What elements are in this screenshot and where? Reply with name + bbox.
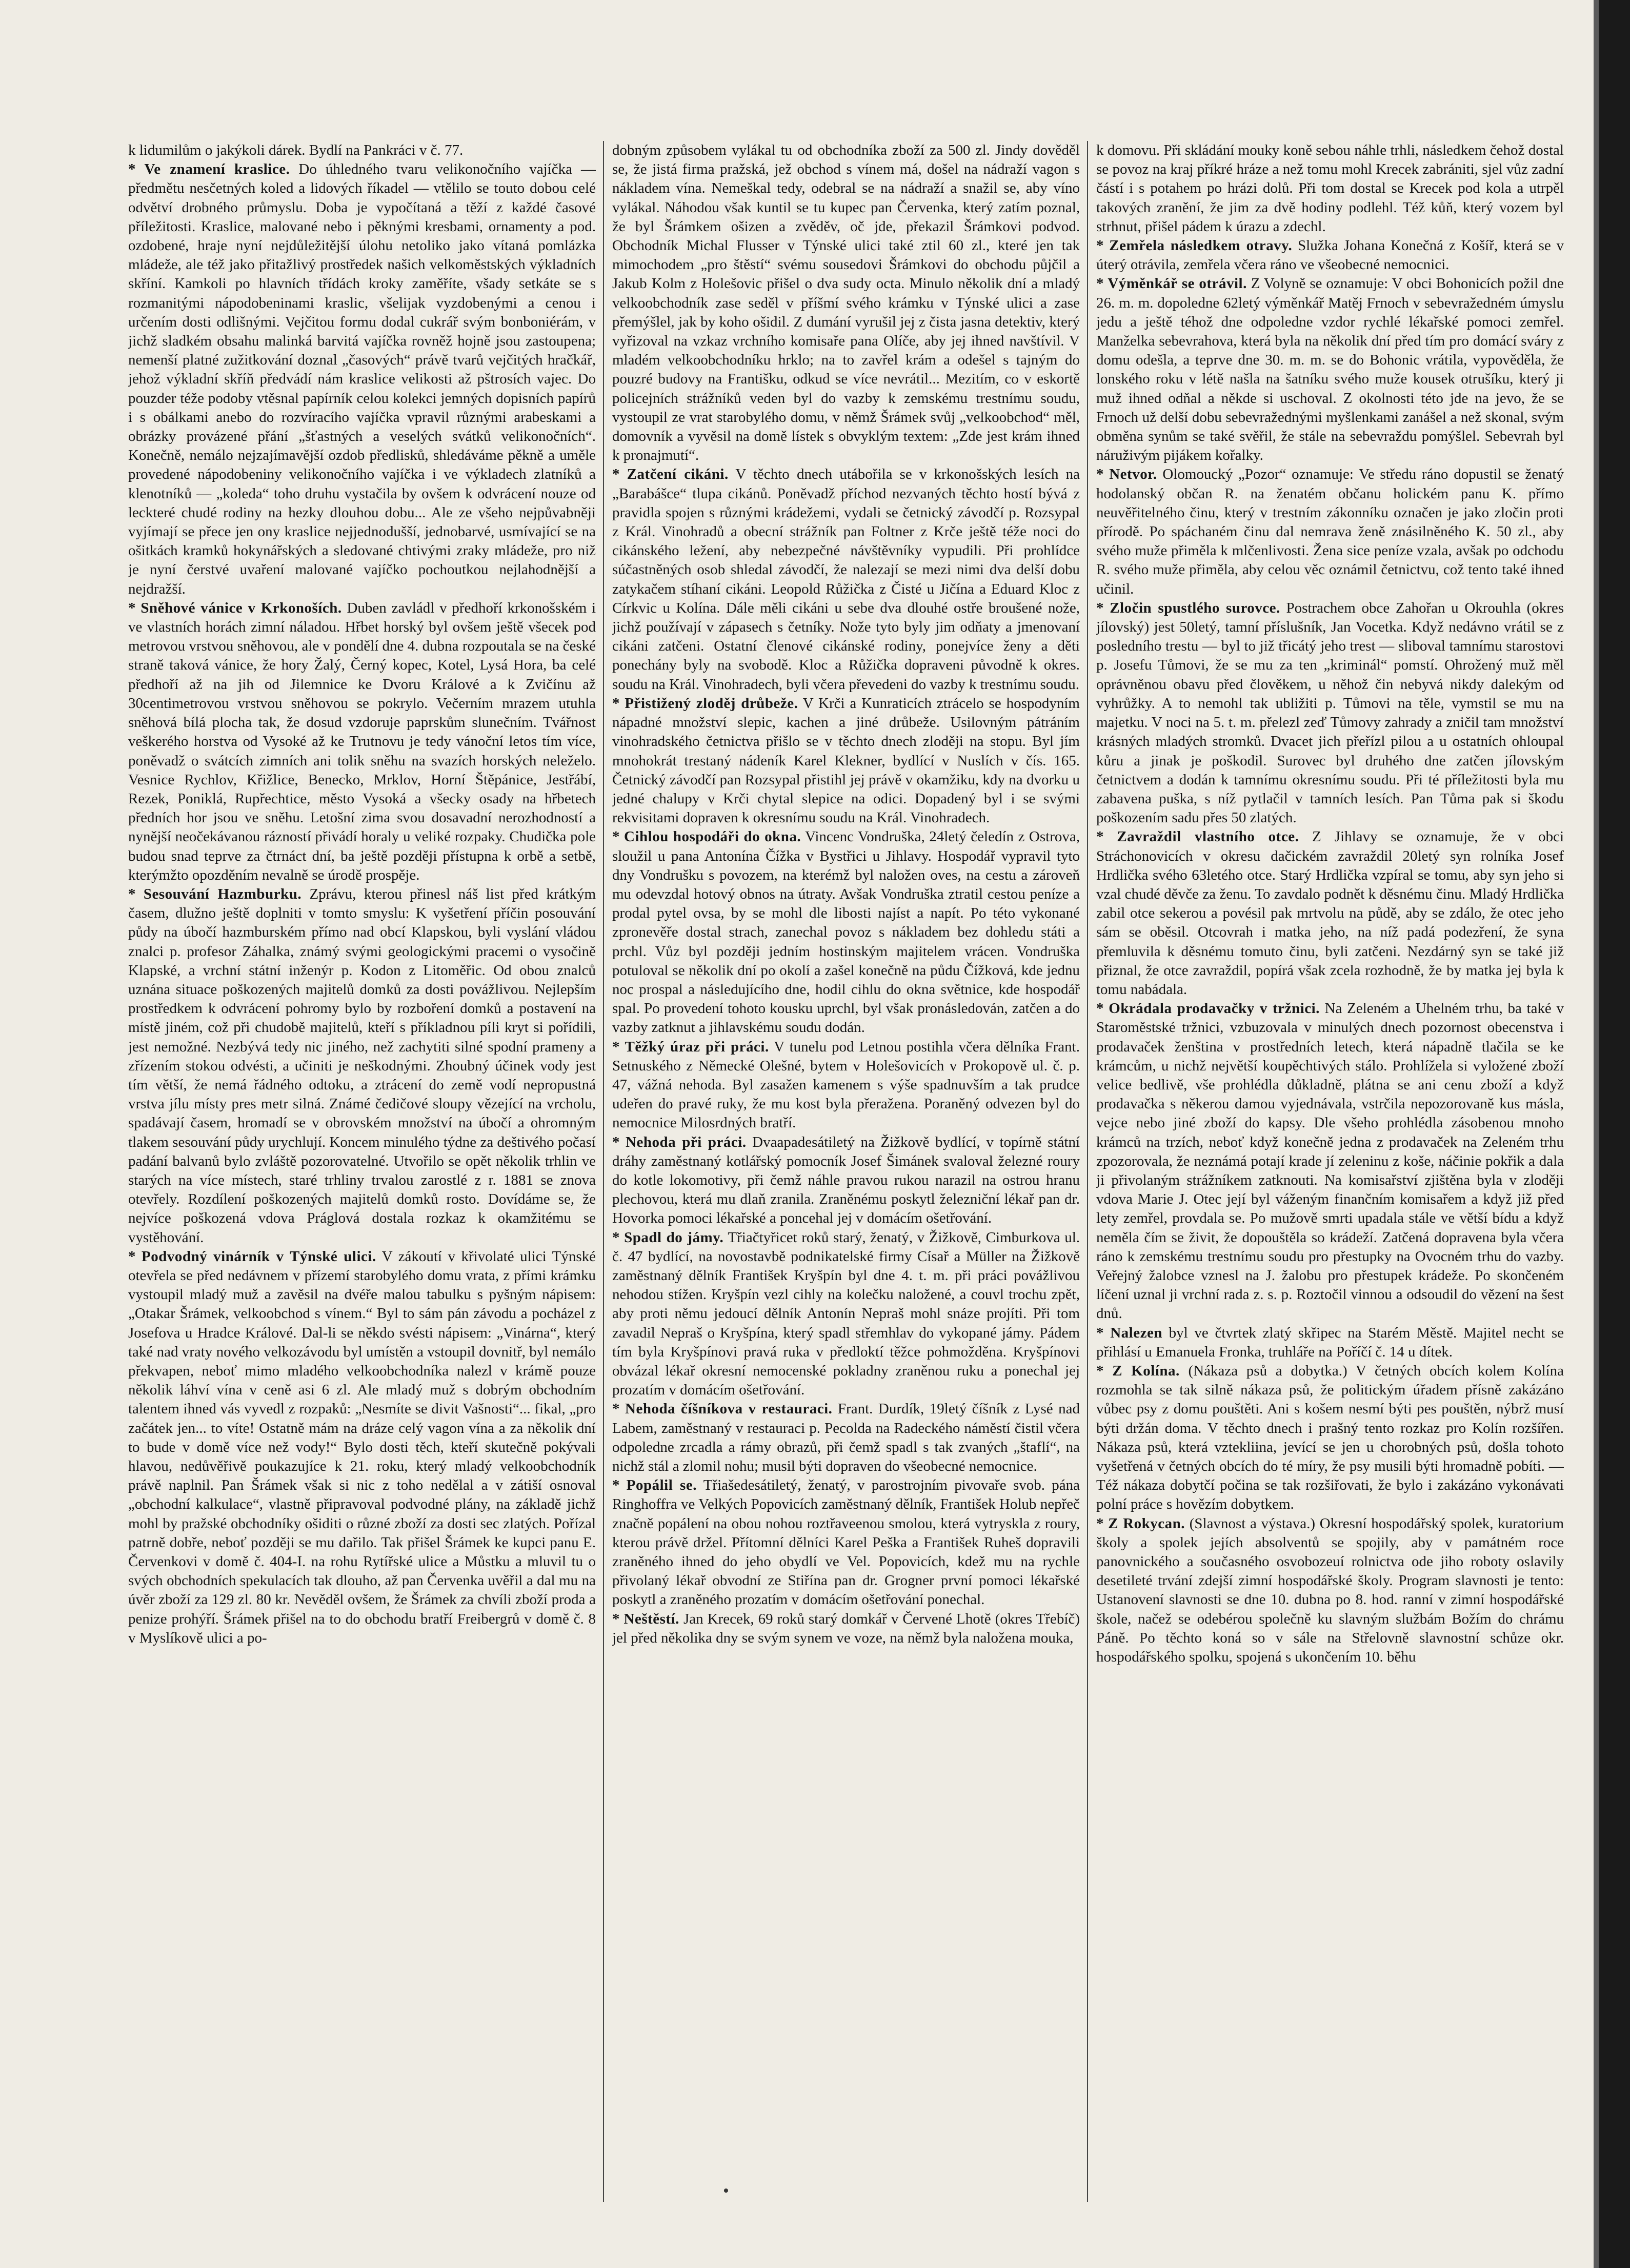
article-paragraph: * Sesouvání Hazmburku. Zprávu, kterou přinesl náš list před krátkým časem, dlužno ještě doplniti v tomto smyslu: K vyšetření příčin posouvání půdy na úbočí hazmburském přímo nad obcí Klapskou, byli vyslání vládou znalci p. profesor Záhalka, známý svými geologickými pracemi o vysočině Klapské, a vrchní státní inženýr p. Kodon z Litoměřic. Od obou znalců uznána situace poškozených majitelů domků za dosti povážlivou. Nejlepším prostředkem k odvrácení pohromy bylo by rozboření domků a postavení na místě jiném, což při chudobě majitelů, kteří s příkladnou píli kryt si pořídili, jest nemožné. Nezbývá tedy nic jiného, než zachytiti silné spodní prameny a zřízením stokou odvésti, a učiniti je neškodnými. Zhoubný účinek vody jest tím větší, že nemá řádného odtoku, a ztrácení do země vodí nepropustná vrstva jílu místy pres metr silná. Známé čedičové sloupy vězející na vrcholu, spadávají časem, hromadí se v obrovském množství na úbočí a ohromným tlakem sesouvání půdy urychlují. Koncem minulého týdne za deštivého počasí padání balvanů bylo zvláště pozorovatelné. Utvořilo se opět několik trhlin ve starých na více místech, staré trhliny trvalou zarostlé z r. 1881 se znova otevřely. Rozdílení poškozených majitelů domků rosto. Dovídáme se, že nejvíce poškozená vdova Práglová dostala rozkaz k okamžitému se vystěhování.: [128, 885, 596, 1246]
article-headline: Okrádala prodavačky v tržnici.: [1109, 1000, 1320, 1017]
article-headline: Popálil se.: [626, 1477, 697, 1494]
article-headline: Z Rokycan.: [1108, 1515, 1185, 1532]
article-text: Zprávu, kterou přinesl náš list před krátkým časem, dlužno ještě doplniti v tomto smyslu: K vyšetření příčin posouvání půdy na úbočí hazmburském přímo nad obcí Klapskou, byli vyslání vládou znalci p. profesor Záhalka, známý svými geologickými pracemi o vysočině Klapské, a vrchní státní inženýr p. Kodon z Litoměřic. Od obou znalců uznána situace poškozených majitelů domků za dosti povážlivou. Nejlepším prostředkem k odvrácení pohromy bylo by rozboření domků a postavení na místě jiném, což při chudobě majitelů, kteří s příkladnou píli kryt si pořídili, jest nemožné. Nezbývá tedy nic jiného, než zachytiti silné spodní prameny a zřízením stokou odvésti, a učiniti je neškodnými. Zhoubný účinek vody jest tím větší, že nemá řádného odtoku, a ztrácení do země vodí nepropustná vrstva jílu místy pres metr silná. Známé čedičové sloupy vězející na vrcholu, spadávají časem, hromadí se v obrovském množství na úbočí a ohromným tlakem sesouvání půdy urychlují. Koncem minulého týdne za deštivého počasí padání balvanů bylo zvláště pozorovatelné. Utvořilo se opět několik trhlin ve starých na více místech, staré trhliny trvalou zarostlé z r. 1881 se znova otevřely. Rozdílení poškozených majitelů domků rosto. Dovídáme se, že nejvíce poškozená vdova Práglová dostala rozkaz k okamžitému se vystěhování.: [128, 885, 596, 1246]
article-paragraph: * Podvodný vinárník v Týnské ulici. V zákoutí v křivolaté ulici Týnské otevřela se před nedávnem v přízemí starobylého domu vrata, z přími krámku vystoupil mladý muž a zavěsil na dvéře malou tabulku s pyšným nápisem: „Otakar Šrámek, velkoobchod s vínem.“ Byl to sám pán závodu a pocházel z Josefova u Hradce Králové. Dal-li se někdo svésti nápisem: „Vinárna“, který také nad vraty nového velkozávodu byl umístěn a vstoupil dovnitř, byl nemálo překvapen, neboť mimo mladého velkoobchodníka nalezl v krámě pouze několik láhví vína v ceně asi 6 zl. Ale mladý muž s dobrým obchodním talentem ihned vás vyvedl z rozpaků: „Nesmíte se divit Vašnosti“... fikal, „pro začátek jen... to víte! Ostatně mám na dráze celý vagon vína a za několik dní to bude v domě více než vody!“ Bylo dosti těch, kteří skutečně pokývali hlavou, nedůvěřivě poukazujíce k 21. roku, který mladý velkoobchodník právě naplnil. Pan Šrámek však si nic z toho nedělal a v zátiší osnoval „obchodní kalkulace“, vlastně připravoval podvodné plány, na základě jichž mohl by pražské obchodníky ošiditi o různé zboží za dosti sec zlatých. Pořízal patrně dobře, neboť později se mu dařilo. Tak přišel Šrámek ke kupci panu E. Červenkovi v domě č. 404-I. na rohu Rytířské ulice a Můstku a mluvil tu o svých obchodních spekulacích tak dlouho, až pan Červenka uvěřil a dal mu na úvěr zboží za 129 zl. 80 kr. Nevěděl ovšem, že Šrámek za chvíli zboží proda a penize prohýří. Šrámek přišel na to do obchodu bratří Freibergrů v domě č. 8 v Myslíkově ulici a po-: [128, 1248, 596, 1646]
article-text: V Krči a Kunraticích ztrácelo se hospodyním nápadné množství slepic, kachen a jiné drůbeže. Usilovným pátráním vinohradského četnictva přišlo se v těchto dnech zloději na stopu. Byl jím mnohokrát trestaný nádeník Karel Klekner, bydlící v Nuslích v čís. 165. Četnický závodčí pan Rozsypal přistihl jej právě v okamžiku, kdy na dvorku u jedné chalupy v Krči chytal slepice na odici. Dopadený byl i se svými rekvisitami dopraven k okresnímu soudu na Král. Vinohradech.: [612, 695, 1080, 826]
article-text: byl ve čtvrtek zlatý skřipec na Starém Městě. Majitel necht se přihlásí u Emanuela Fronka, truhláře na Poříčí č. 14 u dítek.: [1096, 1324, 1564, 1360]
article-paragraph: * Zavraždil vlastního otce. Z Jihlavy se oznamuje, že v obci Stráchonovicích v okresu dačickém zavraždil 20letý syn rolníka Josef Hrdlička svého 63letého otce. Starý Hrdlička vzpíral se tomu, aby syn jeho si vzal chudé děvče za ženu. To zavdalo podnět k děsnému činu. Mladý Hrdlička zabil otce sekerou a povésil pak mrtvolu na půdě, aby se zdálo, že otec jeho sám se oběsil. Otcovrah i matka jeho, na níž padá podezření, že syna přemluvila k děsnému tomuto činu, byli zatčeni. Nezdárný syn se také již přiznal, že otce zavraždil, popírá však zcela rozhodně, že by matka jej byla k tomu nabádala.: [1096, 828, 1564, 998]
article-paragraph: * Nalezen byl ve čtvrtek zlatý skřipec na Starém Městě. Majitel necht se přihlásí u Emanuela Fronka, truhláře na Poříčí č. 14 u dítek.: [1096, 1324, 1564, 1360]
article-text: Jan Krecek, 69 roků starý domkář v Červené Lhotě (okres Třebíč) jel před několika dny se svým synem ve voze, na němž byla naložena mouka,: [612, 1610, 1080, 1646]
article-paragraph: [612, 141, 1080, 465]
article-paragraph: * Netvor. Olomoucký „Pozor“ oznamuje: Ve středu ráno dopustil se ženatý hodolanský občan R. na ženatém občanu holickém panu K. přímo neuvěřitelného činu, který v trestním zákonníku označen je jako zločin proti přírodě. Po spáchaném činu dal nemrava ženě znásilněného K. 50 zl., aby svého muže přiměla k mlčenlivosti. Žena sice peníze vzala, avšak po odchodu R. svého muže přiměla, aby celou věc oznámil četnictvu, což tento také ihned učinil.: [1096, 466, 1564, 597]
article-text: Olomoucký „Pozor“ oznamuje: Ve středu ráno dopustil se ženatý hodolanský občan R. na ženatém občanu holickém panu K. přímo neuvěřitelného činu, který v trestním zákonníku označen je jako zločin proti přírodě. Po spáchaném činu dal nemrava ženě znásilněného K. 50 zl., aby svého muže přiměla k mlčenlivosti. Žena sice peníze vzala, avšak po odchodu R. svého muže přiměla, aby celou věc oznámil četnictvu, což tento také ihned učinil.: [1096, 466, 1564, 597]
article-text: V zákoutí v křivolaté ulici Týnské otevřela se před nedávnem v přízemí starobylého domu vrata, z přími krámku vystoupil mladý muž a zavěsil na dvéře malou tabulku s pyšným nápisem: „Otakar Šrámek, velkoobchod s vínem.“ Byl to sám pán závodu a pocházel z Josefova u Hradce Králové. Dal-li se někdo svésti nápisem: „Vinárna“, který také nad vraty nového velkozávodu byl umístěn a vstoupil dovnitř, byl nemálo překvapen, neboť mimo mladého velkoobchodníka nalezl v krámě pouze několik láhví vína v ceně asi 6 zl. Ale mladý muž s dobrým obchodním talentem ihned vás vyvedl z rozpaků: „Nesmíte se divit Vašnosti“... fikal, „pro začátek jen... to víte! Ostatně mám na dráze celý vagon vína a za několik dní to bude v domě více než vody!“ Bylo dosti těch, kteří skutečně pokývali hlavou, nedůvěřivě poukazujíce k 21. roku, který mladý velkoobchodník právě naplnil. Pan Šrámek však si nic z toho nedělal a v zátiší osnoval „obchodní kalkulace“, vlastně připravoval podvodné plány, na základě jichž mohl by pražské obchodníky ošiditi o různé zboží za dosti sec zlatých. Pořízal patrně dobře, neboť později se mu dařilo. Tak přišel Šrámek ke kupci panu E. Červenkovi v domě č. 404-I. na rohu Rytířské ulice a Můstku a mluvil tu o svých obchodních spekulacích tak dlouho, až pan Červenka uvěřil a dal mu na úvěr zboží za 129 zl. 80 kr. Nevěděl ovšem, že Šrámek za chvíli zboží proda a penize prohýří. Šrámek přišel na to do obchodu bratří Freibergrů v domě č. 8 v Myslíkově ulici a po-: [128, 1248, 596, 1646]
article-text: (Slavnost a výstava.) Okresní hospodářský spolek, kuratorium školy a spolek jejích absolventů se spojily, aby v památném roce panovnického a současného osvobozeuí rolnictva ode jiho roboty oslavily desetileté trvání zdejší zimní hospodářské školy. Program slavnosti je tento: Ustanovení slavnosti se dne 10. dubna po 8. hod. ranní v zimní hospodářské škole, načež se odebérou společně ku slavným službám Božím do chrámu Páně. Po těchto koná so v sále na Střelovně slavnostní schůze okr. hospodářského spolku, spojená s ukončením 10. běhu: [1096, 1515, 1564, 1666]
article-text: Duben zavládl v předhoří krkonošském i ve vlastních horách zimní náladou. Hřbet horský byl ovšem ještě všecek pod metrovou vrstvou sněhovou, ale v pondělí dne 4. dubna rozpoutala se na české straně taková vánice, že hory Žalý, Černý kopec, Kotel, Lysá Hora, ba celé předhoří až na jih od Jilemnice ke Dvoru Králové a k Zvičínu až 30centimetrovou vrstvou sněhovou se pokrylo. Večerním mrazem utuhla sněhová bílá plocha tak, že dosud vzdoruje paprskům slunečním. Tvářnost veškerého horstva od Vysoké až ke Trutnovu je tedy vánoční letos tím více, poněvadž o svátcích zimních ani tolik sněhu na svazích horských neleželo. Vesnice Rychlov, Křižlice, Benecko, Mrklov, Horní Štěpánice, Jestřábí, Rezek, Poniklá, Rupřechtice, město Vysoká a všecky osady na hřbetech předních hor jsou ve sněhu. Letošní zima svou dosavadní nerozhodností a nynější neočekávanou rázností přivádí horaly u veliké rozpaky. Chudička pole budou snad teprve za čtrnáct dní, ba ještě později přístupna k orbě a setbě, kterýmžto opozděním nevalně se úrodě prospěje.: [128, 599, 596, 883]
article-headline: Ve znamení kraslice.: [144, 161, 290, 178]
footer-mark: •: [723, 2181, 729, 2200]
article-paragraph: * Zločin spustlého surovce. Postrachem obce Zahořan u Okrouhla (okres jílovský) jest 50letý, tamní příslušník, Jan Vocetka. Když nedávno vrátil se z posledního trestu — byl to již třicátý jeho trest — sliboval tamnímu starostovi p. Josefu Tůmovi, že se mu za ten „kriminál“ pomstí. Ohrožený muž měl oprávněnou obavu před člověkem, u něhož čin nebyvá nikdy dalekým od vyhrůžky. A to nemohl tak ubližiti p. Tůmovi na těle, vymstil se mu na majetku. V noci na 5. t. m. přelezl zeď Tůmovy zahrady a zničil tam množství krásných mladých stromků. Dvacet jich přeřízl pilou a u ostatních ohloupal kůru a jinak je poškodil. Surovec byl druhého dne zatčen jílovským četnictvem a dodán k tamnímu okresnímu soudu. Při té příležitosti byla mu zabavena puška, s níž pytlačil v tamních lesích. Pan Tůma pak si škodu poškozením sadu přes 50 zlatých.: [1096, 599, 1564, 826]
article-headline: Netvor.: [1109, 466, 1157, 483]
article-headline: Spadl do jámy.: [624, 1229, 724, 1246]
article-paragraph: * Těžký úraz při práci. V tunelu pod Letnou postihla včera dělníka Frant. Setnuského z Německé Olešné, bytem v Holešovicích v Prokopově ul. č. p. 47, vážná nehoda. Byl zasažen kamenem s výše spadnuvším a tak prudce udeřen do pravé ruky, že mu kost byla přeražena. Poraněný odvezen byl do nemocnice Milosrdných bratří.: [612, 1038, 1080, 1131]
article-paragraph: * Zemřela následkem otravy. Služka Johana Konečná z Košíř, která se v úterý otrávila, zemřela včera ráno ve všeobecné nemocnici.: [1096, 237, 1564, 273]
article-text: Služka Johana Konečná z Košíř, která se v úterý otrávila, zemřela včera ráno ve všeobecné nemocnici.: [1096, 237, 1564, 273]
article-columns: [128, 141, 1564, 2217]
article-paragraph: * Okrádala prodavačky v tržnici. Na Zeleném a Uhelném trhu, ba také v Staroměstské tržnici, vzbuzovala v minulých dnech pozornost obecenstva i prodavaček ženština v prostředních letech, která nápadně tlačila se ke krámcům, u nichž největší koupěchtivých stálo. Prohlížela si vyložené zboží velice bedlivě, vše prohlédla důkladně, plátna se ani cenu zboží a když prodavačka s někerou damou vyjednávala, vstrčila nepozorovaně kus másla, vejce nebo jiné zboží do kapsy. Dle všeho prohlédla zásobenou mnoho krámců na trzích, neboť když konečně jedna z prodavaček na Zeleném trhu zpozorovala, že neznámá potají krade jí zeleninu z koše, náčinie pokřik a dala ji přivolaným strážníkem zatknouti. Na komisařství zjištěna byla v zloději vdova Marie J. Otec její byl váženým finančním komisařem a když již před lety zemřel, provdala se. Po mužově smrti upadala stále ve větší bídu a když neměla čím se živit, že dopouštěla so krádeží. Zatčená dopravena byla včera ráno k zemskému trestnímu soudu pro přestupky na Ovocném trhu do vazby. Veřejný žalobce vznesl na J. žalobu pro přestupek krádeže. Po skončeném líčení uznal ji vrchní rada z. s. p. Roztočil vinnou a odsoudil do vězení na šest dnů.: [1096, 1000, 1564, 1322]
article-headline: Z Kolína.: [1112, 1363, 1180, 1379]
article-headline: Zavraždil vlastního otce.: [1117, 828, 1299, 845]
article-paragraph: * Nehoda číšníkova v restauraci. Frant. Durdík, 19letý číšník z Lysé nad Labem, zaměstnaný v restauraci p. Pecolda na Radeckého náměstí čistil včera odpoledne zrcadla a rámy obrazů, při čemž spadl s tak zvaných „štaflí“, na nichž stál a zlomil nohu; musil býti dopraven do všeobecné nemocnice.: [612, 1401, 1080, 1475]
article-text: dobným způsobem vylákal tu od obchodníka zboží za 500 zl. Jindy dověděl se, že jistá firma pražská, jež obchod s vínem má, došel na nádraží vagon s nákladem vína. Nemeškal tedy, odebral se na nádraží a snažil se, aby víno vylákal. Náhodou však kuntil se tu kupec pan Červenka, který zatím poznal, že byl Šrámkem ošizen a zvěděv, oč jde, překazil Šrámkovi podvod. Obchodník Michal Flusser v Týnské ulici také ztil 60 zl., které jen tak mimochodem „pro štěstí“ svému sousedovi Šrámkovi do obchodu půjčil a Jakub Kolm z Holešovic přišel o dva sudy octa. Minulo několik dní a mladý velkoobchodník zase seděl v příšmí svého krámku v Týnské ulici a zase přemýšlel, jak by koho ošidil. Z dumání vyrušil jej z čista jasna detektiv, který vyřizoval na vzkaz vrchního komisaře pana Olíče, aby jej ihned navštívil. V mladém velkoobchodníku hrklo; na to zavřel krám a odešel s tajným do pouzré budovy na Františku, odkud se více nevrátil... Mezitím, co v eskortě policejních strážníků veden byl do vazby k zemskému trestnímu soudu, vystoupil ze vrat starobylého domu, v němž Šrámek svůj „velkoobchod“ měl, domovník a vyvěsil na domě lístek s obvyklým textem: „Zde jest krám ihned k pronajmutí“.: [612, 142, 1080, 464]
article-headline: Nalezen: [1110, 1324, 1162, 1341]
article-text: k lidumilům o jakýkoli dárek. Bydlí na Pankráci v č. 77.: [128, 142, 464, 158]
article-headline: Sesouvání Hazmburku.: [143, 885, 302, 902]
article-headline: Zemřela následkem otravy.: [1109, 237, 1293, 254]
column-1: [128, 141, 596, 2217]
article-text: V těchto dnech utábořila se v krkonošských lesích na „Barabášce“ tlupa cikánů. Poněvadž příchod nezvaných těchto hostí bývá z pravidla spojen s různými krádežemi, vydali se četnický závodčí p. Rozsypal z Král. Vinohradů a obecní strážník pan Foltner z Krče ještě téže noci do cikánského ležení, aby nebezpečné návštěvníky vypudili. Při prohlídce súčastněných osob shledal závodčí, že nalezají se mezi nimi dva delší dobu zatykačem stíhaní cikáni. Leopold Růžička z Čisté u Jičína a Eduard Kloc z Církvic u Kolína. Dále měli cikáni u sebe dva dlouhé ostře broušené nože, jichž používají v zápasech s četníky. Nože tyto byly jim odňaty a jmenovaní cikáni zatčeni. Ostatní členové cikánské rodiny, ponejvíce ženy a děti ponechány byly na svobodě. Kloc a Růžička dopraveni původně k okres. soudu na Král. Vinohradech, byli včera převedeni do vazby k trestnímu soudu.: [612, 466, 1080, 693]
article-text: k domovu. Při skládání mouky koně sebou náhle trhli, následkem čehož dostal se povoz na kraj příkré hráze a než tomu mohl Krecek zabrániti, sjel vůz zadní částí i s potahem po hrázi dolů. Při tom dostal se Krecek pod kola a utrpěl takových zranění, že jim za dvě hodiny podlehl. Též kůň, který vozem byl strhnut, přišel pádem k úrazu a zdechl.: [1096, 142, 1564, 235]
article-text: Třiačtyřicet roků starý, ženatý, v Žižkově, Cimburkova ul. č. 47 bydlící, na novostavbě podnikatelské firmy Císař a Müller na Žižkově zaměstnaný dělník František Kryšpín byl dne 4. t. m. při práci povážlivou nehodou stížen. Kryšpín vezl cihly na kolečku naložené, a couvl trochu zpět, aby proti němu jedoucí dělník Antonín Nepraš mohl snáze projíti. Při tom zavadil Nepraš o Kryšpína, který spadl střemhlav do vykopané jámy. Pádem tím byla Kryšpínovi pravá ruka v předloktí těžce pohmožděna. Kryšpínovi obvázal lékař okresní nemocenské pokladny zraněnou ruku a ponechal jej prozatím v domácím ošetřování.: [612, 1229, 1080, 1399]
article-text: Na Zeleném a Uhelném trhu, ba také v Staroměstské tržnici, vzbuzovala v minulých dnech pozornost obecenstva i prodavaček ženština v prostředních letech, která nápadně tlačila se ke krámcům, u nichž největší koupěchtivých stálo. Prohlížela si vyložené zboží velice bedlivě, vše prohlédla důkladně, plátna se ani cenu zboží a když prodavačka s někerou damou vyjednávala, vstrčila nepozorovaně kus másla, vejce nebo jiné zboží do kapsy. Dle všeho prohlédla zásobenou mnoho krámců na trzích, neboť když konečně jedna z prodavaček na Zeleném trhu zpozorovala, že neznámá potají krade jí zeleninu z koše, náčinie pokřik a dala ji přivolaným strážníkem zatknouti. Na komisařství zjištěna byla v zloději vdova Marie J. Otec její byl váženým finančním komisařem a když již před lety zemřel, provdala se. Po mužově smrti upadala stále ve větší bídu a když neměla čím se živit, že dopouštěla so krádeží. Zatčená dopravena byla včera ráno k zemskému trestnímu soudu pro přestupky na Ovocném trhu do vazby. Veřejný žalobce vznesl na J. žalobu pro přestupek krádeže. Po skončeném líčení uznal ji vrchní rada z. s. p. Roztočil vinnou a odsoudil do vězení na šest dnů.: [1096, 1000, 1564, 1322]
article-paragraph: * Nehoda při práci. Dvaapadesátiletý na Žižkově bydlící, v topírně státní dráhy zaměstnaný kotlářský pomocník Josef Šimánek svaloval železné roury do kotle lokomotivy, při čemž náhle pravou rukou narazil na ostrou hranu plechovou, která mu dlaň zranila. Zraněnému poskytl železniční lékař pan dr. Hovorka pomoci lékařské a poncehal jej v domácím ošetřování.: [612, 1133, 1080, 1227]
article-text: V tunelu pod Letnou postihla včera dělníka Frant. Setnuského z Německé Olešné, bytem v Holešovicích v Prokopově ul. č. p. 47, vážná nehoda. Byl zasažen kamenem s výše spadnuvším a tak prudce udeřen do pravé ruky, že mu kost byla přeražena. Poraněný odvezen byl do nemocnice Milosrdných bratří.: [612, 1038, 1080, 1131]
column-3: [1096, 141, 1564, 2217]
article-text: Třiašedesátiletý, ženatý, v parostrojním pivovaře svob. pána Ringhoffra ve Velkých Popovicích zaměstnaný dělník, František Holub nepřeč značně popálení na obou nohou roztřaveenou smolou, která vytryskla z roury, kterou právě držel. Přítomní dělníci Karel Peška a František Ruheš dopravili zraněného ihned do jeho obydlí ve Vel. Popovicích, kdež mu na rychle přivolaný lékař obvodní ze Stiřína pan dr. Grogner první pomoci lékařské poskytl a zraněného prozatím v domácím ošetřování ponechal.: [612, 1477, 1080, 1608]
article-paragraph: * Popálil se. Třiašedesátiletý, ženatý, v parostrojním pivovaře svob. pána Ringhoffra ve Velkých Popovicích zaměstnaný dělník, František Holub nepřeč značně popálení na obou nohou roztřaveenou smolou, která vytryskla z roury, kterou právě držel. Přítomní dělníci Karel Peška a František Ruheš dopravili zraněného ihned do jeho obydlí ve Vel. Popovicích, kdež mu na rychle přivolaný lékař obvodní ze Stiřína pan dr. Grogner první pomoci lékařské poskytl a zraněného prozatím v domácím ošetřování ponechal.: [612, 1477, 1080, 1608]
article-text: Frant. Durdík, 19letý číšník z Lysé nad Labem, zaměstnaný v restauraci p. Pecolda na Radeckého náměstí čistil včera odpoledne zrcadla a rámy obrazů, při čemž spadl s tak zvaných „štaflí“, na nichž stál a zlomil nohu; musil býti dopraven do všeobecné nemocnice.: [612, 1401, 1080, 1475]
article-headline: Přistižený zloděj drůbeže.: [625, 695, 798, 712]
article-headline: Nehoda číšníkova v restauraci.: [625, 1401, 833, 1417]
article-headline: Výměnkář se otrávil.: [1108, 275, 1247, 292]
article-text: Do úhledného tvaru velikonočního vajíčka — předmětu nesčetných koled a lidových říkadel — vtělilo se touto dobou celé odvětví drobného průmyslu. Doba je vypočítaná a těží z každé časové příležitosti. Kraslice, malované nebo i pěknými kresbami, ornamenty a pod. ozdobené, hraje nyní nejdůležitější úlohu netoliko jako vítaná pomlázka mládeže, ale též jako přitažlivý prostředek našich velkoměstských výkladních skříní. Kamkoli po hlavních třídách kroky zaměříte, všady setkáte se s rozmanitými nápodobeninami kraslic, všelijak vyzdobenými a cenou i určením dosti odlišnými. Vejčitou formu dodal cukrář svým bonboniérám, v jichž sladkém obsahu malinká barvitá vajíčka rovněž hojně jsou zastoupena; nemenší platné zužitkování doznal „časových“ právě tvarů vejčitých hračkář, jehož výkladní skříň předvádí nám kraslice velikosti až pštrosích vajec. Do pouzder téže podoby vtěsnal papírník celou kolekci jemných dopisních papírů i s obálkami anebo do rozvíracího vajíčka vpravil různými arabeskami a obrázky provázené přání „šťastných a veselých svátků velikonočních“. Konečně, nemálo nejzajímavější ozdob předlisků, shledáváme pěkně a uměle provedené nápodobeniny velikonočního vajíčka i ve výkladech zlatníků a klenotníků — „koleda“ toho druhu vystačila by ovšem k odvrácení nouze od leckteré chudé rodiny na hezky dlouhou dobu... Ale ze všeho nejpůvabněji vyjímají se přece jen ony kraslice nejjednodušší, jednobarvé, usmívající se na ošitkách kramků hokynářských a sledované chtivými zraky mládeže, pro niž je nyní čerstvé uvaření malované vajíčko pochoutkou nejlahodnější a nejdražší.: [128, 161, 596, 597]
article-paragraph: * Spadl do jámy. Třiačtyřicet roků starý, ženatý, v Žižkově, Cimburkova ul. č. 47 bydlící, na novostavbě podnikatelské firmy Císař a Müller na Žižkově zaměstnaný dělník František Kryšpín byl dne 4. t. m. při práci povážlivou nehodou stížen. Kryšpín vezl cihly na kolečku naložené, a couvl trochu zpět, aby proti němu jedoucí dělník Antonín Nepraš mohl snáze projíti. Při tom zavadil Nepraš o Kryšpína, který spadl střemhlav do vykopané jámy. Pádem tím byla Kryšpínovi pravá ruka v předloktí těžce pohmožděna. Kryšpínovi obvázal lékař okresní nemocenské pokladny zraněnou ruku a ponechal jej prozatím v domácím ošetřování.: [612, 1229, 1080, 1399]
article-paragraph: [1096, 141, 1564, 236]
column-2: [612, 141, 1080, 2217]
article-paragraph: * Výměnkář se otrávil. Z Volyně se oznamuje: V obci Bohonicích požil dne 26. m. m. dopoledne 62letý výměnkář Matěj Frnoch v sebevražedném úmyslu jedu a ještě téhož dne odpoledne vzdor rychlé lékařské pomoci zemřel. Manželka sebevrahova, která byla na několik dní před tím pro domácí sváry z domu odešla, a teprve dne 30. m. m. se do Bohonic vrátila, vypověděla, že lonského roku v létě našla na šatníku svého muže kousek otrušíku, který ji muž ihned odňal a někde si uschoval. Z okolnosti této jde na jevo, že se Frnoch už delší dobu sebevražednými myšlenkami zanášel a než skonal, svým obměna synům se také svěřil, že stále na sebevraždu pomýšlel. Sebevrah byl náruživým pijákem kořalky.: [1096, 275, 1564, 464]
article-paragraph: * Ve znamení kraslice. Do úhledného tvaru velikonočního vajíčka — předmětu nesčetných koled a lidových říkadel — vtělilo se touto dobou celé odvětví drobného průmyslu. Doba je vypočítaná a těží z každé časové příležitosti. Kraslice, malované nebo i pěknými kresbami, ornamenty a pod. ozdobené, hraje nyní nejdůležitější úlohu netoliko jako vítaná pomlázka mládeže, ale též jako přitažlivý prostředek našich velkoměstských výkladních skříní. Kamkoli po hlavních třídách kroky zaměříte, všady setkáte se s rozmanitými nápodobeninami kraslic, všelijak vyzdobenými a cenou i určením dosti odlišnými. Vejčitou formu dodal cukrář svým bonboniérám, v jichž sladkém obsahu malinká barvitá vajíčka rovněž hojně jsou zastoupena; nemenší platné zužitkování doznal „časových“ právě tvarů vejčitých hračkář, jehož výkladní skříň předvádí nám kraslice velikosti až pštrosích vajec. Do pouzder téže podoby vtěsnal papírník celou kolekci jemných dopisních papírů i s obálkami anebo do rozvíracího vajíčka vpravil různými arabeskami a obrázky provázené přání „šťastných a veselých svátků velikonočních“. Konečně, nemálo nejzajímavější ozdob předlisků, shledáváme pěkně a uměle provedené nápodobeniny velikonočního vajíčka i ve výkladech zlatníků a klenotníků — „koleda“ toho druhu vystačila by ovšem k odvrácení nouze od leckteré chudé rodiny na hezky dlouhou dobu... Ale ze všeho nejpůvabněji vyjímají se přece jen ony kraslice nejjednodušší, jednobarvé, usmívající se na ošitkách kramků hokynářských a sledované chtivými zraky mládeže, pro niž je nyní čerstvé uvaření malované vajíčko pochoutkou nejlahodnější a nejdražší.: [128, 161, 596, 597]
column-divider: [603, 141, 604, 2202]
article-text: (Nákaza psů a dobytka.) V četných obcích kolem Kolína rozmohla se tak silně nákaza psů, že politickým úřadem přísně zakázáno vůbec psy z domu pouštěti. Ani s košem nesmí býti pes pouštěn, nýbrž musí býti držán doma. V těchto dnech i prašný tento rozkaz pro Kolín rozšířen. Nákaza psů, která vztekliina, jevící se jen u chorobných psů, došla tohoto vyšetřená v četných obcích do té míry, že psy musili býti hromadně pobíti. — Též nákaza dobytčí počina se tak rozšiřovati, že bylo i zakázáno vykonávati polní práce s hovězím dobytkem.: [1096, 1363, 1564, 1513]
article-headline: Cihlou hospodáři do okna.: [624, 828, 801, 845]
article-paragraph: * Z Rokycan. (Slavnost a výstava.) Okresní hospodářský spolek, kuratorium školy a spolek jejích absolventů se spojily, aby v památném roce panovnického a současného osvobozeuí rolnictva ode jiho roboty oslavily desetileté trvání zdejší zimní hospodářské školy. Program slavnosti je tento: Ustanovení slavnosti se dne 10. dubna po 8. hod. ranní v zimní hospodářské škole, načež se odebérou společně ku slavným službám Božím do chrámu Páně. Po těchto koná so v sále na Střelovně slavnostní schůze okr. hospodářského spolku, spojená s ukončením 10. běhu: [1096, 1515, 1564, 1666]
article-text: Z Jihlavy se oznamuje, že v obci Stráchonovicích v okresu dačickém zavraždil 20letý syn rolníka Josef Hrdlička svého 63letého otce. Starý Hrdlička vzpíral se tomu, aby syn jeho si vzal chudé děvče za ženu. To zavdalo podnět k děsnému činu. Mladý Hrdlička zabil otce sekerou a povésil pak mrtvolu na půdě, aby se zdálo, že otec jeho sám se oběsil. Otcovrah i matka jeho, na níž padá podezření, že syna přemluvila k děsnému tomuto činu, byli zatčeni. Nezdárný syn se také již přiznal, že otce zavraždil, popírá však zcela rozhodně, že by matka jej byla k tomu nabádala.: [1096, 828, 1564, 998]
article-paragraph: * Zatčení cikáni. V těchto dnech utábořila se v krkonošských lesích na „Barabášce“ tlupa cikánů. Poněvadž příchod nezvaných těchto hostí bývá z pravidla spojen s různými krádežemi, vydali se četnický závodčí p. Rozsypal z Král. Vinohradů a obecní strážník pan Foltner z Krče ještě téže noci do cikánského ležení, aby nebezpečné návštěvníky vypudili. Při prohlídce súčastněných osob shledal závodčí, že nalezají se mezi nimi dva delší dobu zatykačem stíhaní cikáni. Leopold Růžička z Čisté u Jičína a Eduard Kloc z Církvic u Kolína. Dále měli cikáni u sebe dva dlouhé ostře broušené nože, jichž používají v zápasech s četníky. Nože tyto byly jim odňaty a jmenovaní cikáni zatčeni. Ostatní členové cikánské rodiny, ponejvíce ženy a děti ponechány byly na svobodě. Kloc a Růžička dopraveni původně k okres. soudu na Král. Vinohradech, byli včera převedeni do vazby k trestnímu soudu.: [612, 466, 1080, 693]
article-text: Z Volyně se oznamuje: V obci Bohonicích požil dne 26. m. m. dopoledne 62letý výměnkář Matěj Frnoch v sebevražedném úmyslu jedu a ještě téhož dne odpoledne vzdor rychlé lékařské pomoci zemřel. Manželka sebevrahova, která byla na několik dní před tím pro domácí sváry z domu odešla, a teprve dne 30. m. m. se do Bohonic vrátila, vypověděla, že lonského roku v létě našla na šatníku svého muže kousek otrušíku, který ji muž ihned odňal a někde si uschoval. Z okolnosti této jde na jevo, že se Frnoch už delší dobu sebevražednými myšlenkami zanášel a než skonal, svým obměna synům se také svěřil, že stále na sebevraždu pomýšlel. Sebevrah byl náruživým pijákem kořalky.: [1096, 275, 1564, 464]
article-text: Dvaapadesátiletý na Žižkově bydlící, v topírně státní dráhy zaměstnaný kotlářský pomocník Josef Šimánek svaloval železné roury do kotle lokomotivy, při čemž náhle pravou rukou narazil na ostrou hranu plechovou, která mu dlaň zranila. Zraněnému poskytl železniční lékař pan dr. Hovorka pomoci lékařské a poncehal jej v domácím ošetřování.: [612, 1133, 1080, 1227]
article-headline: Zločin spustlého surovce.: [1110, 599, 1280, 616]
article-text: Postrachem obce Zahořan u Okrouhla (okres jílovský) jest 50letý, tamní příslušník, Jan Vocetka. Když nedávno vrátil se z posledního trestu — byl to již třicátý jeho trest — sliboval tamnímu starostovi p. Josefu Tůmovi, že se mu za ten „kriminál“ pomstí. Ohrožený muž měl oprávněnou obavu před člověkem, u něhož čin nebyvá nikdy dalekým od vyhrůžky. A to nemohl tak ubližiti p. Tůmovi na těle, vymstil se mu na majetku. V noci na 5. t. m. přelezl zeď Tůmovy zahrady a zničil tam množství krásných mladých stromků. Dvacet jich přeřízl pilou a u ostatních ohloupal kůru a jinak je poškodil. Surovec byl druhého dne zatčen jílovským četnictvem a dodán k tamnímu okresnímu soudu. Při té příležitosti byla mu zabavena puška, s níž pytlačil v tamních lesích. Pan Tůma pak si škodu poškozením sadu přes 50 zlatých.: [1096, 599, 1564, 826]
article-paragraph: * Přistižený zloděj drůbeže. V Krči a Kunraticích ztrácelo se hospodyním nápadné množství slepic, kachen a jiné drůbeže. Usilovným pátráním vinohradského četnictva přišlo se v těchto dnech zloději na stopu. Byl jím mnohokrát trestaný nádeník Karel Klekner, bydlící v Nuslích v čís. 165. Četnický závodčí pan Rozsypal přistihl jej právě v okamžiku, kdy na dvorku u jedné chalupy v Krči chytal slepice na odici. Dopadený byl i se svými rekvisitami dopraven k okresnímu soudu na Král. Vinohradech.: [612, 695, 1080, 826]
article-paragraph: * Cihlou hospodáři do okna. Vincenc Vondruška, 24letý čeledín z Ostrova, sloužil u pana Antonína Čížka v Bystřici u Jihlavy. Hospodář vypravil tyto dny Vondrušku s povozem, na kterémž byl naložen oves, na cestu a zároveň mu odevzdal hotový obnos na útraty. Avšak Vondruška ztratil cestou peníze a prodal pytel ovsa, by se mohl dle libosti najíst a napít. Po této vykonané zpronevěře dostal strach, zanechal povoz s nákladem bez dohledu státi a prchl. Vůz byl později jedním hostinským majitelem vrácen. Vondruška potuloval se několik dní po okolí a zašel konečně na půdu Čížková, kde jednu noc prospal a následujícího dne, hodil cihlu do okna světnice, kde hospodář spal. Po provedení tohoto kousku uprchl, byl však pronásledován, zatčen a do vazby zatknut a jihlavskému soudu dodán.: [612, 828, 1080, 1036]
article-paragraph: [128, 141, 596, 160]
article-paragraph: * Sněhové vánice v Krkonoších. Duben zavládl v předhoří krkonošském i ve vlastních horách zimní náladou. Hřbet horský byl ovšem ještě všecek pod metrovou vrstvou sněhovou, ale v pondělí dne 4. dubna rozpoutala se na české straně taková vánice, že hory Žalý, Černý kopec, Kotel, Lysá Hora, ba celé předhoří až na jih od Jilemnice ke Dvoru Králové a k Zvičínu až 30centimetrovou vrstvou sněhovou se pokrylo. Večerním mrazem utuhla sněhová bílá plocha tak, že dosud vzdoruje paprskům slunečním. Tvářnost veškerého horstva od Vysoké až ke Trutnovu je tedy vánoční letos tím více, poněvadž o svátcích zimních ani tolik sněhu na svazích horských neleželo. Vesnice Rychlov, Křižlice, Benecko, Mrklov, Horní Štěpánice, Jestřábí, Rezek, Poniklá, Rupřechtice, město Vysoká a všecky osady na hřbetech předních hor jsou ve sněhu. Letošní zima svou dosavadní nerozhodností a nynější neočekávanou rázností přivádí horaly u veliké rozpaky. Chudička pole budou snad teprve za čtrnáct dní, ba ještě později přístupna k orbě a setbě, kterýmžto opozděním nevalně se úrodě prospěje.: [128, 599, 596, 883]
article-paragraph: * Neštěstí. Jan Krecek, 69 roků starý domkář v Červené Lhotě (okres Třebíč) jel před několika dny se svým synem ve voze, na němž byla naložena mouka,: [612, 1610, 1080, 1646]
article-headline: Sněhové vánice v Krkonoších.: [140, 599, 342, 616]
column-divider: [1087, 141, 1088, 2202]
article-headline: Zatčení cikáni.: [627, 466, 729, 483]
article-headline: Podvodný vinárník v Týnské ulici.: [142, 1248, 376, 1265]
article-headline: Neštěstí.: [623, 1610, 679, 1627]
scan-edge: [1594, 0, 1630, 2268]
article-text: Vincenc Vondruška, 24letý čeledín z Ostrova, sloužil u pana Antonína Čížka v Bystřici u Jihlavy. Hospodář vypravil tyto dny Vondrušku s povozem, na kterémž byl naložen oves, na cestu a zároveň mu odevzdal hotový obnos na útraty. Avšak Vondruška ztratil cestou peníze a prodal pytel ovsa, by se mohl dle libosti najíst a napít. Po této vykonané zpronevěře dostal strach, zanechal povoz s nákladem bez dohledu státi a prchl. Vůz byl později jedním hostinským majitelem vrácen. Vondruška potuloval se několik dní po okolí a zašel konečně na půdu Čížková, kde jednu noc prospal a následujícího dne, hodil cihlu do okna světnice, kde hospodář spal. Po provedení tohoto kousku uprchl, byl však pronásledován, zatčen a do vazby zatknut a jihlavskému soudu dodán.: [612, 828, 1080, 1036]
article-headline: Těžký úraz při práci.: [625, 1038, 769, 1055]
article-paragraph: * Z Kolína. (Nákaza psů a dobytka.) V četných obcích kolem Kolína rozmohla se tak silně nákaza psů, že politickým úřadem přísně zakázáno vůbec psy z domu pouštěti. Ani s košem nesmí býti pes pouštěn, nýbrž musí býti držán doma. V těchto dnech i prašný tento rozkaz pro Kolín rozšířen. Nákaza psů, která vztekliina, jevící se jen u chorobných psů, došla tohoto vyšetřená v četných obcích do té míry, že psy musili býti hromadně pobíti. — Též nákaza dobytčí počina se tak rozšiřovati, že bylo i zakázáno vykonávati polní práce s hovězím dobytkem.: [1096, 1363, 1564, 1513]
article-headline: Nehoda při práci.: [626, 1133, 747, 1150]
